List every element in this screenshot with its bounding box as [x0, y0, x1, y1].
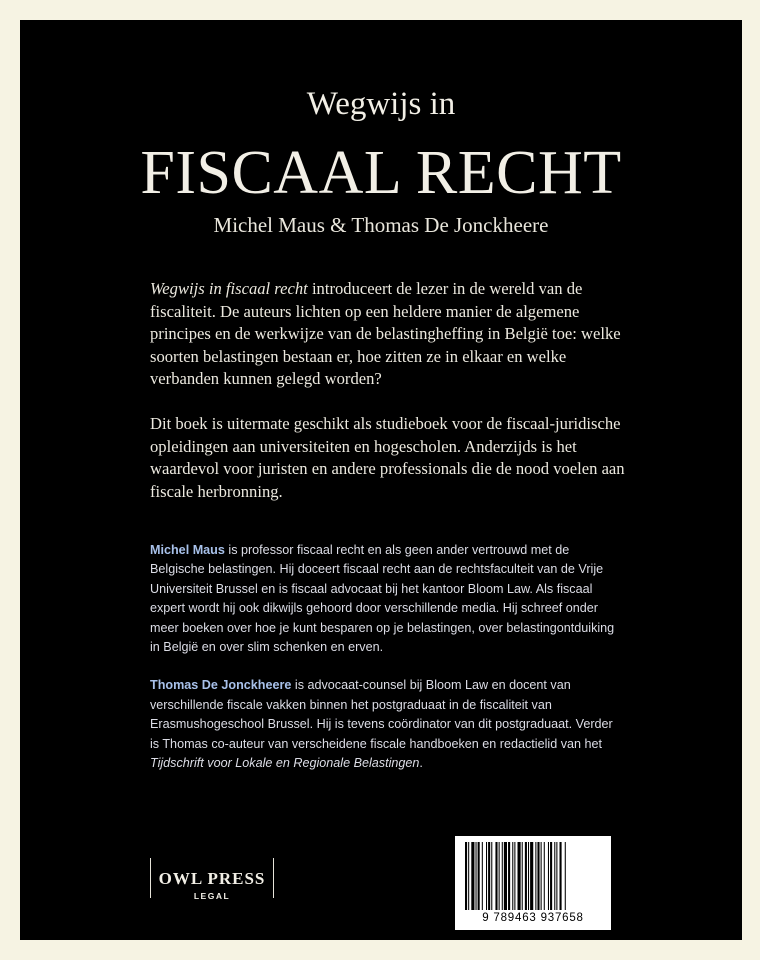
book-title-italic: Wegwijs in fiscaal recht	[150, 279, 308, 298]
barcode-bar	[535, 842, 536, 910]
barcode-bar	[560, 842, 562, 910]
barcode-bar	[514, 842, 515, 910]
barcode	[455, 836, 611, 930]
barcode-bar	[548, 842, 549, 910]
bio-name-dejonckheere: Thomas De Jonckheere	[150, 678, 292, 693]
author-bios	[150, 541, 620, 792]
bio-text-dejonckheere: is advocaat-counsel bij Bloom Law en docent van verschillende fiscale vakken binnen het postgraduaat in de fiscaliteit van Erasmushogeschool Brussel. Hij is tevens coördinator van dit postgraduaat. Verder is Thomas co-auteur van verscheidene fiscale handboeken en redactielid van het	[150, 678, 613, 751]
journal-title: Tijdschrift voor Lokale en Regionale Belastingen	[150, 756, 420, 771]
barcode-bar	[556, 842, 557, 910]
barcode-bar	[541, 842, 542, 910]
barcode-bar	[482, 842, 483, 910]
blurb-paragraph-2: Dit boek is uitermate geschikt als studieboek voor de fiscaal-juridische opleidingen aan universiteiten en hogescholen. Anderzijds is het waardevol voor juristen en andere professionals die de nood voelen aan fiscale herbronning.	[150, 413, 625, 501]
barcode-bar	[508, 842, 510, 910]
barcode-bar	[544, 842, 545, 910]
barcode-bar	[502, 842, 503, 910]
barcode-bar	[537, 842, 539, 910]
barcode-bar	[465, 842, 467, 910]
barcode-bar	[478, 842, 480, 910]
barcode-bars	[463, 842, 603, 912]
barcode-bar	[468, 842, 469, 910]
barcode-bar	[495, 842, 497, 910]
blurb-paragraph-1	[150, 278, 630, 391]
barcode-bar	[471, 842, 474, 910]
barcode-bar	[522, 842, 523, 910]
barcode-bar	[525, 842, 527, 910]
blurb-paragraph-1-text: introduceert de lezer in de wereld van de fiscaliteit. De auteurs lichten op een heldere manier de algemene principes en de werkwijze van de belastingheffing in België toe: welke soorten belastingen bestaan er, hoe zitten ze in elkaar en welke verbanden kunnen gelegd worden?	[150, 279, 621, 389]
blurb-text	[150, 278, 630, 525]
bio-michel-maus	[150, 541, 620, 657]
barcode-bar	[512, 842, 513, 910]
publisher-name: OWL PRESS	[158, 869, 266, 888]
isbn-number: 9 789463 937658	[482, 912, 584, 924]
barcode-bar	[518, 842, 521, 910]
cover-authors: Michel Maus & Thomas De Jonckheere	[213, 213, 549, 237]
barcode-bar	[476, 842, 477, 910]
cover-subtitle: Wegwijs in	[306, 86, 456, 122]
barcode-bar	[486, 842, 487, 910]
bio-name-maus: Michel Maus	[150, 543, 225, 557]
barcode-bar	[488, 842, 490, 910]
bio-end: .	[419, 756, 423, 771]
barcode-bar	[499, 842, 500, 910]
barcode-bar	[530, 842, 533, 910]
book-back-cover	[20, 20, 742, 940]
barcode-bar	[554, 842, 555, 910]
cover-title: FISCAAL RECHT	[140, 139, 622, 207]
publisher-logo	[150, 858, 274, 908]
barcode-bar	[504, 842, 507, 910]
barcode-bar	[565, 842, 566, 910]
barcode-bar	[550, 842, 552, 910]
barcode-bar	[528, 842, 529, 910]
barcode-bar	[491, 842, 492, 910]
bio-thomas-de-jonckheere	[150, 676, 620, 773]
bio-text-maus: is professor fiscaal recht en als geen ander vertrouwd met de Belgische belastingen. Hij doceert fiscaal recht aan de rechtsfaculteit van de Vrije Universiteit Brussel en is fiscaal advocaat bij het kantoor Bloom Law. Als fiscaal expert wordt hij ook dikwijls gehoord door verschillende media. Hij schreef onder meer boeken over hoe je kunt besparen op je belastingen, over belastingontduiking in België en over slim schenken en erven.	[150, 543, 615, 655]
publisher-imprint: LEGAL	[193, 891, 231, 901]
